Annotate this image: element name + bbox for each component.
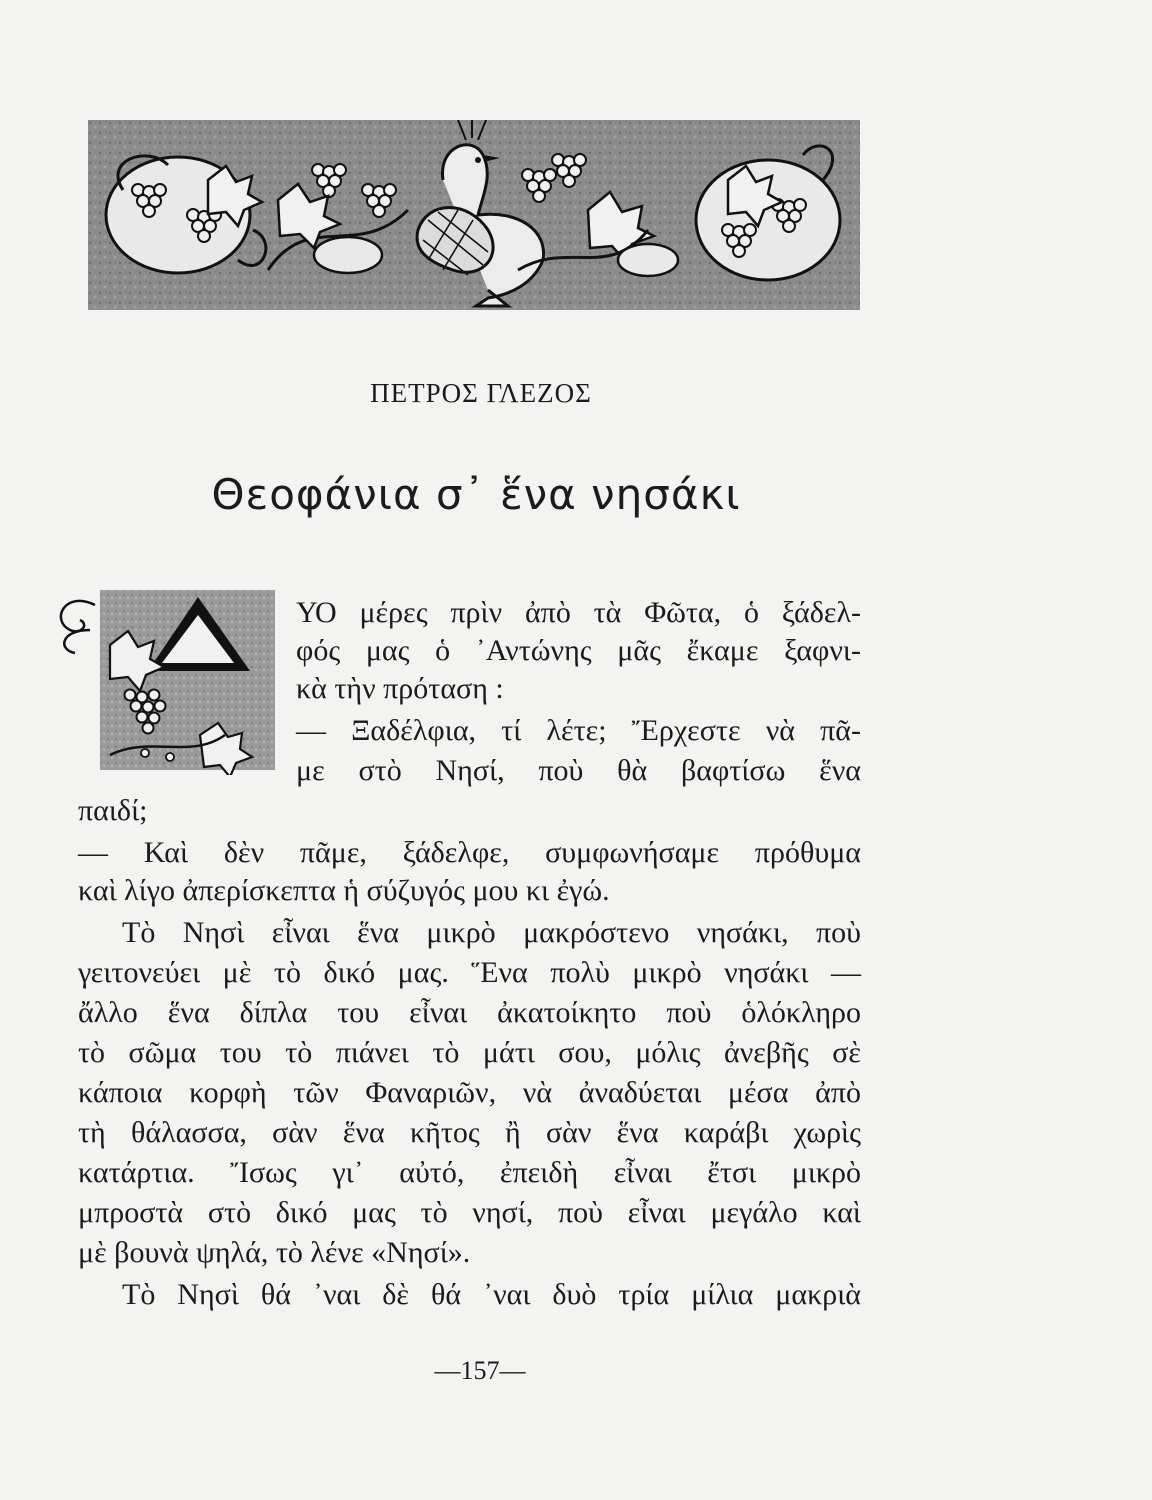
body-text-line: Τὸ Νησὶ εἶναι ἕνα μικρὸ μακρόστενο νησάκι, ποὺ [122,916,861,949]
body-text-line: γειτονεύει μὲ τὸ δικό μας. Ἕνα πολὺ μικρὸ νησάκι — [78,956,861,989]
peacock-vine-banner [88,120,860,310]
body-text-line: τὴ θάλασσα, σὰν ἕνα κῆτος ἢ σὰν ἕνα καράβι χωρὶς [78,1116,861,1149]
body-text-line: ΥΟ μέρες πρὶν ἀπὸ τὰ Φῶτα, ὁ ξάδελ- [296,596,861,629]
drop-cap-delta [50,585,290,775]
body-text-line: κατάρτια. Ἴσως γι᾽ αὐτό, ἐπειδὴ εἶναι ἔτσι μικρὸ [78,1156,861,1189]
body-text-line: μπροστὰ στὸ δικό μας τὸ νησί, ποὺ εἶναι μεγάλο καὶ [78,1196,861,1229]
body-text-line: τὸ σῶμα του τὸ πιάνει τὸ μάτι σου, μόλις ἀνεβῆς σὲ [78,1036,861,1069]
body-text-line: κάποια κορφὴ τῶν Φαναριῶν, νὰ ἀναδύεται μέσα ἀπὸ [78,1076,861,1109]
body-text-line: με στὸ Νησί, ποὺ θὰ βαφτίσω ἕνα [296,754,861,787]
page-number: —157— [434,1356,526,1385]
story-title: Θεοφάνια σ᾽ ἕνα νησάκι [211,470,741,519]
body-text-line: παιδί; [78,794,148,827]
body-text-line: κὰ τὴν πρόταση : [296,672,504,705]
body-text-line: καὶ λίγο ἀπερίσκεπτα ἡ σύζυγός μου κι ἐγώ. [78,874,610,907]
body-text-line: — Ξαδέλφια, τί λέτε; Ἔρχεστε νὰ πᾶ- [296,714,861,747]
body-text-line: ἄλλο ἕνα δίπλα του εἶναι ἀκατοίκητο ποὺ ὁλόκληρο [78,996,861,1029]
body-text-line: Τὸ Νησὶ θά ᾽ναι δὲ θά ᾽ναι δυὸ τρία μίλια μακριὰ [122,1278,861,1311]
author-name: ΠΕΤΡΟΣ ΓΛΕΖΟΣ [370,378,592,408]
body-text-line: μὲ βουνὰ ψηλά, τὸ λένε «Νησί». [78,1236,471,1269]
body-text-line: — Καὶ δὲν πᾶμε, ξάδελφε, συμφωνήσαμε πρόθυμα [78,836,861,869]
body-text-line: φός μας ὁ ᾽Αντώνης μᾶς ἔκαμε ξαφνι- [296,634,861,667]
